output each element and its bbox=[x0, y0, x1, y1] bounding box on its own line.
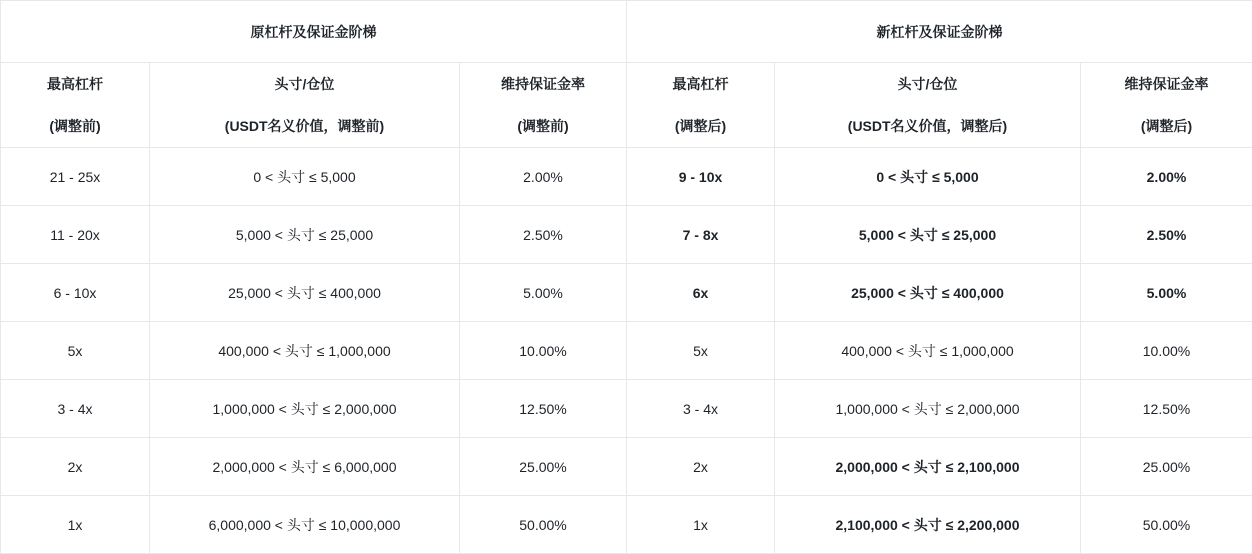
col-header-maintenance-margin-after bbox=[1081, 63, 1252, 148]
cell-maintenance-margin-after: 2.00% bbox=[1081, 148, 1252, 206]
cell-position-range-after: 5,000 < 头寸 ≤ 25,000 bbox=[775, 206, 1081, 264]
cell-position-range-before: 0 < 头寸 ≤ 5,000 bbox=[150, 148, 460, 206]
cell-position-range-before: 5,000 < 头寸 ≤ 25,000 bbox=[150, 206, 460, 264]
table-header bbox=[1, 1, 1252, 148]
col-header-title: 最高杠杆 bbox=[631, 74, 770, 94]
cell-maintenance-margin-after: 25.00% bbox=[1081, 438, 1252, 496]
cell-maintenance-margin-after: 12.50% bbox=[1081, 380, 1252, 438]
cell-maintenance-margin-after: 5.00% bbox=[1081, 264, 1252, 322]
table-row bbox=[1, 206, 1252, 264]
cell-maintenance-margin-after: 2.50% bbox=[1081, 206, 1252, 264]
cell-max-leverage-before: 11 - 20x bbox=[1, 206, 150, 264]
cell-max-leverage-after: 1x bbox=[627, 496, 775, 554]
col-header-subtitle: (调整后) bbox=[1085, 116, 1248, 136]
cell-position-range-after: 400,000 < 头寸 ≤ 1,000,000 bbox=[775, 322, 1081, 380]
cell-maintenance-margin-before: 5.00% bbox=[460, 264, 627, 322]
cell-position-range-after: 0 < 头寸 ≤ 5,000 bbox=[775, 148, 1081, 206]
table-row bbox=[1, 380, 1252, 438]
col-header-subtitle: (调整前) bbox=[464, 116, 622, 136]
cell-position-range-after: 2,000,000 < 头寸 ≤ 2,100,000 bbox=[775, 438, 1081, 496]
cell-maintenance-margin-before: 12.50% bbox=[460, 380, 627, 438]
col-header-subtitle: (USDT名义价值，调整后) bbox=[779, 116, 1076, 136]
cell-max-leverage-before: 5x bbox=[1, 322, 150, 380]
cell-maintenance-margin-after: 10.00% bbox=[1081, 322, 1252, 380]
col-header-subtitle: (调整后) bbox=[631, 116, 770, 136]
cell-max-leverage-after: 7 - 8x bbox=[627, 206, 775, 264]
column-header-row bbox=[1, 63, 1252, 148]
cell-position-range-after: 1,000,000 < 头寸 ≤ 2,000,000 bbox=[775, 380, 1081, 438]
group-header-new: 新杠杆及保证金阶梯 bbox=[627, 1, 1252, 63]
cell-position-range-before: 6,000,000 < 头寸 ≤ 10,000,000 bbox=[150, 496, 460, 554]
col-header-position-before bbox=[150, 63, 460, 148]
cell-position-range-before: 25,000 < 头寸 ≤ 400,000 bbox=[150, 264, 460, 322]
table-row bbox=[1, 148, 1252, 206]
cell-max-leverage-after: 3 - 4x bbox=[627, 380, 775, 438]
cell-max-leverage-before: 1x bbox=[1, 496, 150, 554]
col-header-max-leverage-before bbox=[1, 63, 150, 148]
group-header-row bbox=[1, 1, 1252, 63]
cell-position-range-before: 1,000,000 < 头寸 ≤ 2,000,000 bbox=[150, 380, 460, 438]
cell-position-range-before: 400,000 < 头寸 ≤ 1,000,000 bbox=[150, 322, 460, 380]
col-header-title: 维持保证金率 bbox=[464, 74, 622, 94]
table-row bbox=[1, 496, 1252, 554]
col-header-maintenance-margin-before bbox=[460, 63, 627, 148]
table-row bbox=[1, 438, 1252, 496]
cell-maintenance-margin-before: 2.50% bbox=[460, 206, 627, 264]
cell-maintenance-margin-before: 25.00% bbox=[460, 438, 627, 496]
cell-maintenance-margin-before: 2.00% bbox=[460, 148, 627, 206]
cell-max-leverage-after: 9 - 10x bbox=[627, 148, 775, 206]
col-header-position-after bbox=[775, 63, 1081, 148]
group-header-old: 原杠杆及保证金阶梯 bbox=[1, 1, 627, 63]
col-header-max-leverage-after bbox=[627, 63, 775, 148]
cell-maintenance-margin-before: 10.00% bbox=[460, 322, 627, 380]
cell-max-leverage-before: 6 - 10x bbox=[1, 264, 150, 322]
cell-position-range-before: 2,000,000 < 头寸 ≤ 6,000,000 bbox=[150, 438, 460, 496]
cell-max-leverage-after: 5x bbox=[627, 322, 775, 380]
col-header-title: 头寸/仓位 bbox=[779, 74, 1076, 94]
col-header-subtitle: (调整前) bbox=[5, 116, 145, 136]
cell-maintenance-margin-before: 50.00% bbox=[460, 496, 627, 554]
cell-max-leverage-before: 2x bbox=[1, 438, 150, 496]
col-header-title: 维持保证金率 bbox=[1085, 74, 1248, 94]
table-row bbox=[1, 322, 1252, 380]
cell-max-leverage-before: 21 - 25x bbox=[1, 148, 150, 206]
col-header-title: 头寸/仓位 bbox=[154, 74, 455, 94]
col-header-title: 最高杠杆 bbox=[5, 74, 145, 94]
col-header-subtitle: (USDT名义价值，调整前) bbox=[154, 116, 455, 136]
cell-max-leverage-after: 2x bbox=[627, 438, 775, 496]
cell-maintenance-margin-after: 50.00% bbox=[1081, 496, 1252, 554]
cell-position-range-after: 25,000 < 头寸 ≤ 400,000 bbox=[775, 264, 1081, 322]
cell-max-leverage-before: 3 - 4x bbox=[1, 380, 150, 438]
table-row bbox=[1, 264, 1252, 322]
cell-position-range-after: 2,100,000 < 头寸 ≤ 2,200,000 bbox=[775, 496, 1081, 554]
cell-max-leverage-after: 6x bbox=[627, 264, 775, 322]
table-body bbox=[1, 148, 1252, 554]
